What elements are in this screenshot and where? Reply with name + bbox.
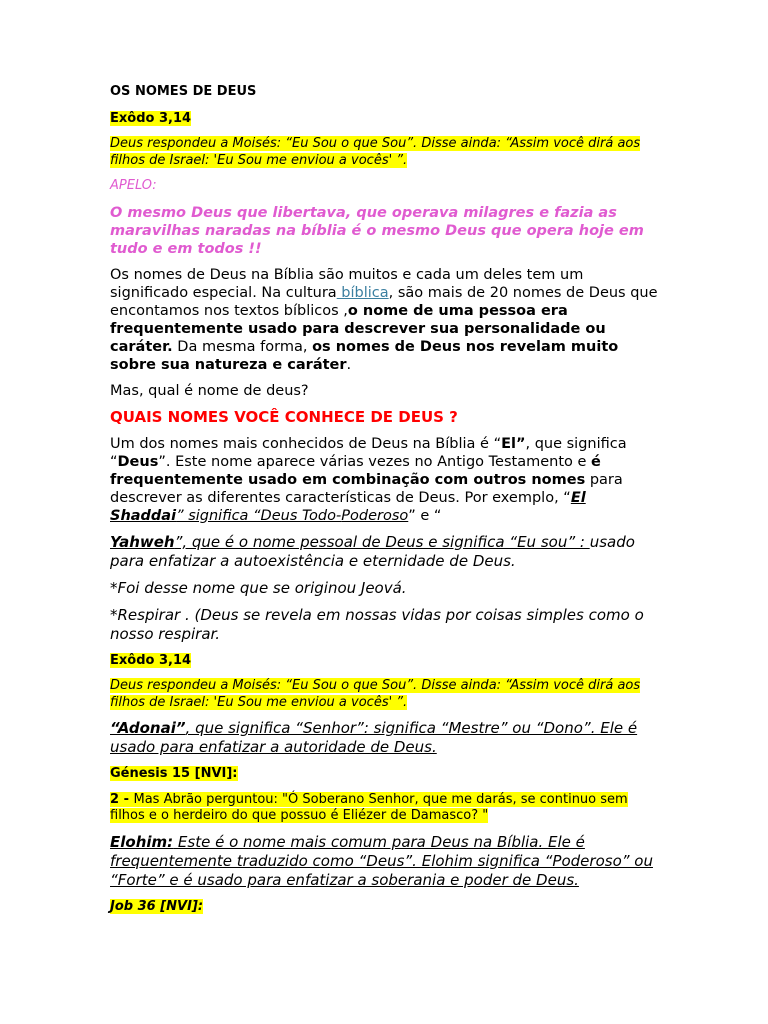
page-title: OS NOMES DE DEUS: [110, 84, 257, 99]
bible-quote: 2 - Mas Abrão perguntou: "Ó Soberano Senhor, que me darás, se continuo sem filhos e o herdeiro do que possuo é Eliézer de Damasco? ": [110, 791, 628, 823]
bible-reference: Exôdo 3,14: [110, 110, 192, 126]
bible-quote: Deus respondeu a Moisés: “Eu Sou o que Sou”. Disse ainda: “Assim você dirá aos filhos de Israel: 'Eu Sou me enviou a vocês' ”.: [110, 136, 641, 168]
apelo-label: APELO:: [110, 178, 157, 193]
section-heading: QUAIS NOMES VOCÊ CONHECE DE DEUS ?: [110, 407, 458, 426]
apelo-text: O mesmo Deus que libertava, que operava milagres e fazia as maravilhas naradas na bíblia é o mesmo Deus que opera hoje em tudo e em todos !!: [110, 204, 644, 257]
biblica-link[interactable]: bíblica: [336, 284, 389, 301]
document-body: [110, 84, 660, 915]
bible-reference: Exôdo 3,14: [110, 652, 192, 668]
elohim-paragraph: Elohim: Este é o nome mais comum para Deus na Bíblia. Ele é frequentemente traduzido como “Deus”. Elohim significa “Poderoso” ou “Forte” e é usado para enfatizar a soberania e poder de Deus.: [110, 832, 653, 889]
intro-paragraph: Os nomes de Deus na Bíblia são muitos e cada um deles tem um significado especial. Na cultura bíblica, são mais de 20 nomes de Deus que encontamos nos textos bíblicos ,o nome de uma pessoa era frequentemente usado para descrever sua personalidade ou caráter. Da mesma forma, os nomes de Deus nos revelam muito sobre sua natureza e caráter.: [110, 266, 658, 373]
bible-reference: Job 36 [NVI]:: [110, 898, 204, 914]
yahweh-paragraph: Yahweh”, que é o nome pessoal de Deus e significa “Eu sou” : usado para enfatizar a autoexistência e eternidade de Deus.: [110, 532, 635, 570]
adonai-paragraph: “Adonai”, que significa “Senhor”: significa “Mestre” ou “Dono”. Ele é usado para enfatizar a autoridade de Deus.: [110, 719, 638, 756]
el-paragraph: Um dos nomes mais conhecidos de Deus na Bíblia é “El”, que significa “Deus”. Este nome aparece várias vezes no Antigo Testamento e é frequentemente usado em combinação com outros nomes para descrever as diferentes características de Deus. Por exemplo, “El Shaddai” significa “Deus Todo-Poderoso” e “: [110, 435, 627, 524]
respirar-note: *Respirar . (Deus se revela em nossas vidas por coisas simples como o nosso respirar.: [110, 605, 644, 643]
jeova-note: *Foi desse nome que se originou Jeová.: [110, 578, 407, 597]
bible-reference: Génesis 15 [NVI]:: [110, 766, 238, 781]
bible-quote: Deus respondeu a Moisés: “Eu Sou o que Sou”. Disse ainda: “Assim você dirá aos filhos de Israel: 'Eu Sou me enviou a vocês' ”.: [110, 678, 641, 710]
question-text: Mas, qual é nome de deus?: [110, 382, 309, 399]
